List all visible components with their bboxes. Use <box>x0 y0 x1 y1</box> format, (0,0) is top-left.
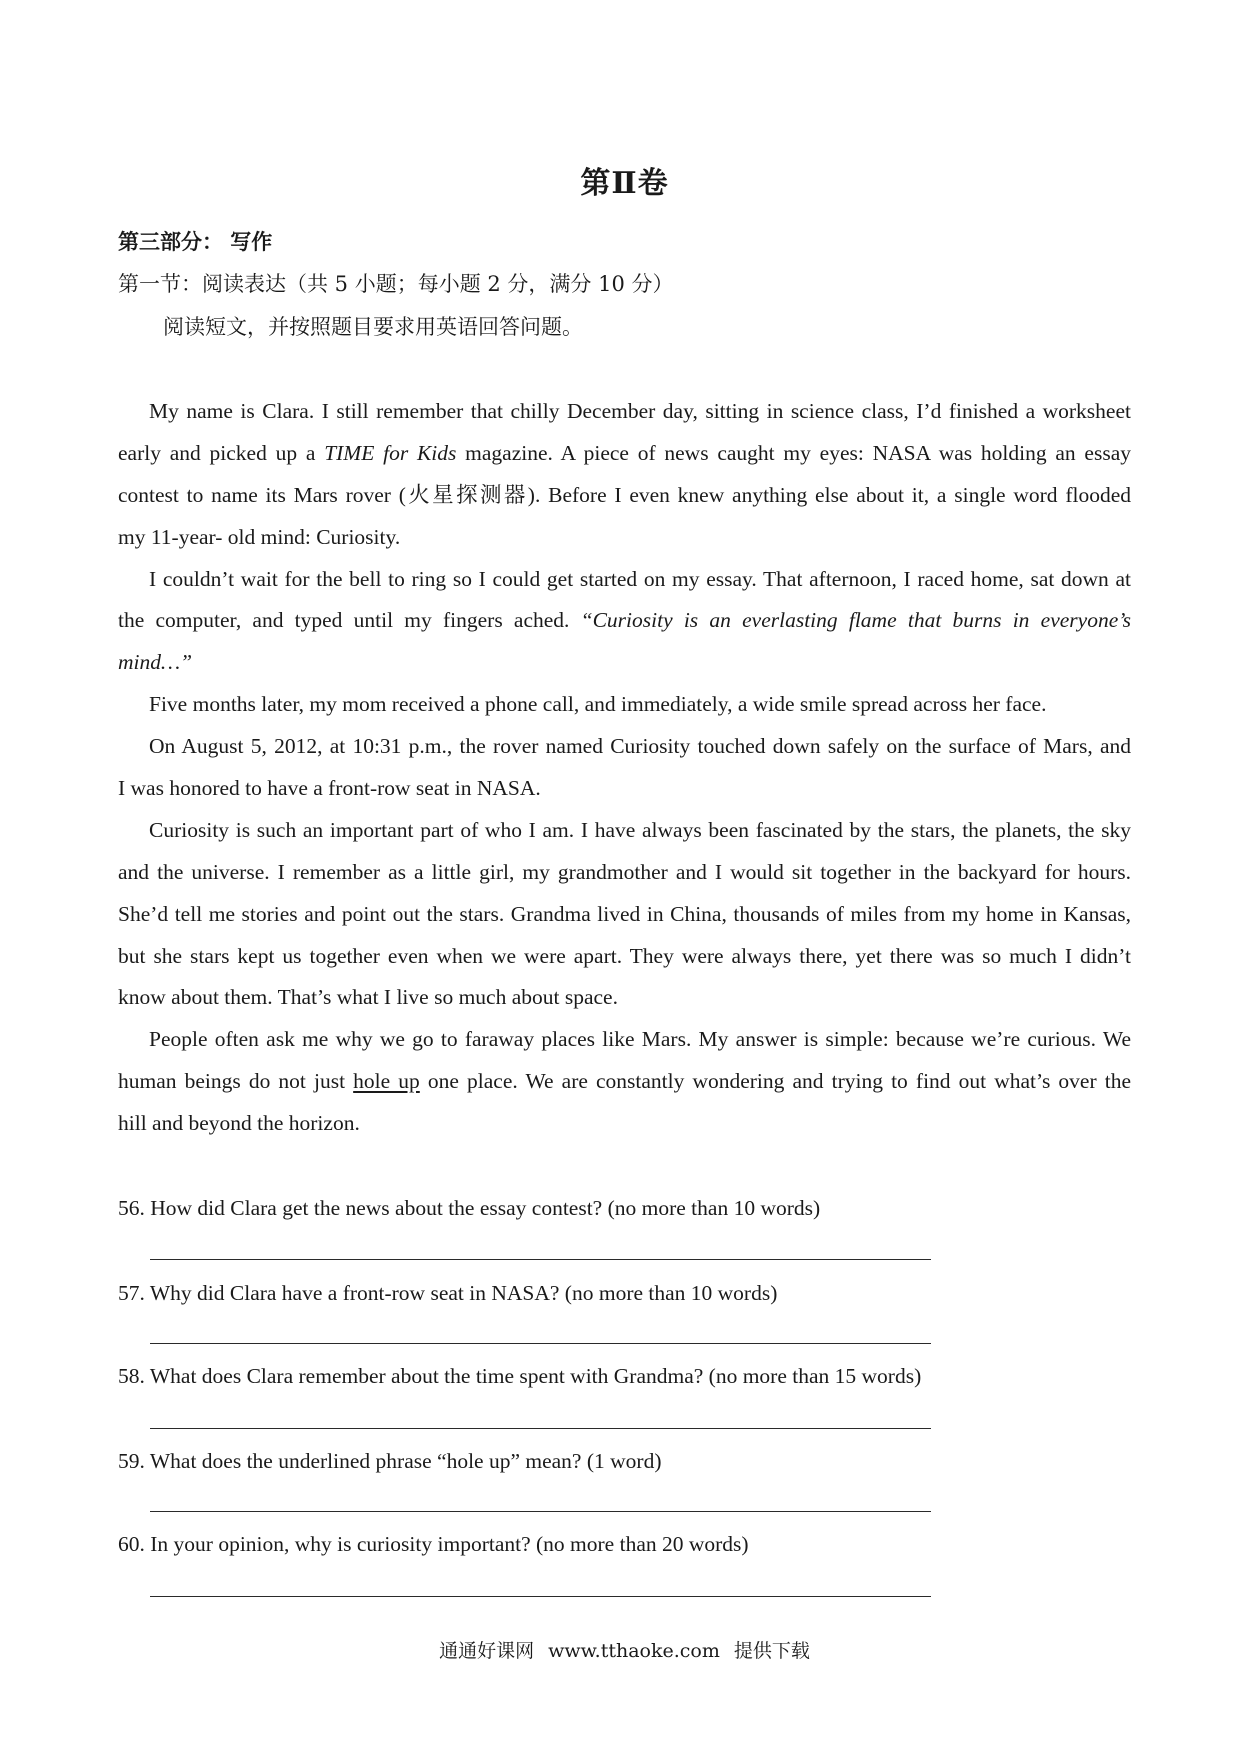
passage-text: know about them. That’s what I live so much about space. <box>118 985 618 1010</box>
footer-source: 通通好课网 www.tthaoke.com 提供下载 <box>439 1640 810 1662</box>
passage-text: My name is Clara. I still remember that chilly December day, sitting in science class, I’d finished a worksheet <box>149 399 1131 423</box>
question-58: 58. What does Clara remember about the time spent with Grandma? (no more than 15 words) <box>118 1364 922 1388</box>
passage-text: contest to name its Mars rover (火星探测器). Before I even knew anything else about it, a single word flooded <box>118 482 1131 507</box>
instruction: 阅读短文，并按照题目要求用英语回答问题。 <box>163 315 583 339</box>
passage-line <box>118 684 1131 726</box>
passage-text: She’d tell me stories and point out the stars. Grandma lived in China, thousands of miles from my home in Kansas, <box>118 901 1131 926</box>
passage-paragraph <box>118 391 1131 559</box>
magazine-title-italic: TIME for Kids <box>324 440 457 465</box>
passage-paragraph <box>118 684 1131 726</box>
passage-line <box>118 600 1131 642</box>
passage-line <box>118 642 1131 684</box>
passage-text: the computer, and typed until my fingers ached. <box>118 608 581 633</box>
passage-text: early and picked up a <box>118 440 325 465</box>
reading-passage <box>118 391 1131 1145</box>
passage-line <box>118 936 1131 978</box>
passage-line <box>118 726 1131 768</box>
passage-text: my 11-year- old mind: Curiosity. <box>118 524 401 549</box>
passage-line <box>118 1061 1131 1103</box>
passage-line <box>118 391 1131 433</box>
passage-text: I couldn’t wait for the bell to ring so I could get started on my essay. That afternoon, I raced home, sat down at <box>149 566 1131 591</box>
answer-line-57 <box>150 1343 931 1344</box>
passage-text: but she stars kept us together even when we were apart. They were always there, yet there was so much I didn’t <box>118 943 1131 968</box>
volume-title: 第Ⅱ卷 <box>580 166 669 201</box>
passage-line <box>118 977 1131 1019</box>
passage-paragraph <box>118 726 1131 810</box>
passage-text: Five months later, my mom received a phone call, and immediately, a wide smile spread across her face. <box>149 692 1047 717</box>
passage-text: People often ask me why we go to faraway places like Mars. My answer is simple: because we’re curious. We <box>149 1027 1131 1052</box>
passage-line <box>118 433 1131 475</box>
passage-text: hill and beyond the horizon. <box>118 1111 360 1136</box>
passage-text: I was honored to have a front-row seat in NASA. <box>118 776 541 801</box>
question-60: 60. In your opinion, why is curiosity important? (no more than 20 words) <box>118 1532 749 1556</box>
passage-line <box>118 1103 1131 1145</box>
question-57: 57. Why did Clara have a front-row seat in NASA? (no more than 10 words) <box>118 1281 778 1305</box>
passage-text: On August 5, 2012, at 10:31 p.m., the rover named Curiosity touched down safely on the surface of Mars, and <box>149 734 1131 759</box>
passage-paragraph <box>118 1019 1131 1145</box>
answer-line-60 <box>150 1596 931 1597</box>
answer-line-56 <box>150 1259 931 1260</box>
essay-quote-italic: “Curiosity is an everlasting flame that burns in everyone’s <box>580 608 1131 633</box>
passage-line <box>118 894 1131 936</box>
essay-quote-italic: mind…” <box>118 650 193 675</box>
passage-text: one place. We are constantly wondering and trying to find out what’s over the <box>419 1069 1131 1094</box>
question-56: 56. How did Clara get the news about the essay contest? (no more than 10 words) <box>118 1196 821 1220</box>
passage-text: magazine. A piece of news caught my eyes: NASA was holding an essay <box>456 440 1131 465</box>
passage-text: human beings do not just <box>118 1069 354 1094</box>
part-heading: 第三部分： 写作 <box>118 229 273 254</box>
underlined-phrase: hole up <box>353 1069 420 1094</box>
question-59: 59. What does the underlined phrase “hole up” mean? (1 word) <box>118 1449 662 1473</box>
answer-line-58 <box>150 1428 931 1429</box>
passage-line <box>118 810 1131 852</box>
passage-line <box>118 475 1131 517</box>
passage-line <box>118 852 1131 894</box>
section-heading: 第一节：阅读表达（共 5 小题；每小题 2 分，满分 10 分） <box>118 272 674 296</box>
answer-line-59 <box>150 1511 931 1512</box>
passage-text: and the universe. I remember as a little girl, my grandmother and I would sit together in the backyard for hours. <box>118 859 1131 884</box>
passage-paragraph <box>118 810 1131 1019</box>
passage-line <box>118 517 1131 559</box>
passage-line <box>118 1019 1131 1061</box>
passage-line <box>118 559 1131 601</box>
passage-line <box>118 768 1131 810</box>
passage-text: Curiosity is such an important part of who I am. I have always been fascinated by the stars, the planets, the sky <box>149 817 1131 842</box>
passage-paragraph <box>118 559 1131 685</box>
